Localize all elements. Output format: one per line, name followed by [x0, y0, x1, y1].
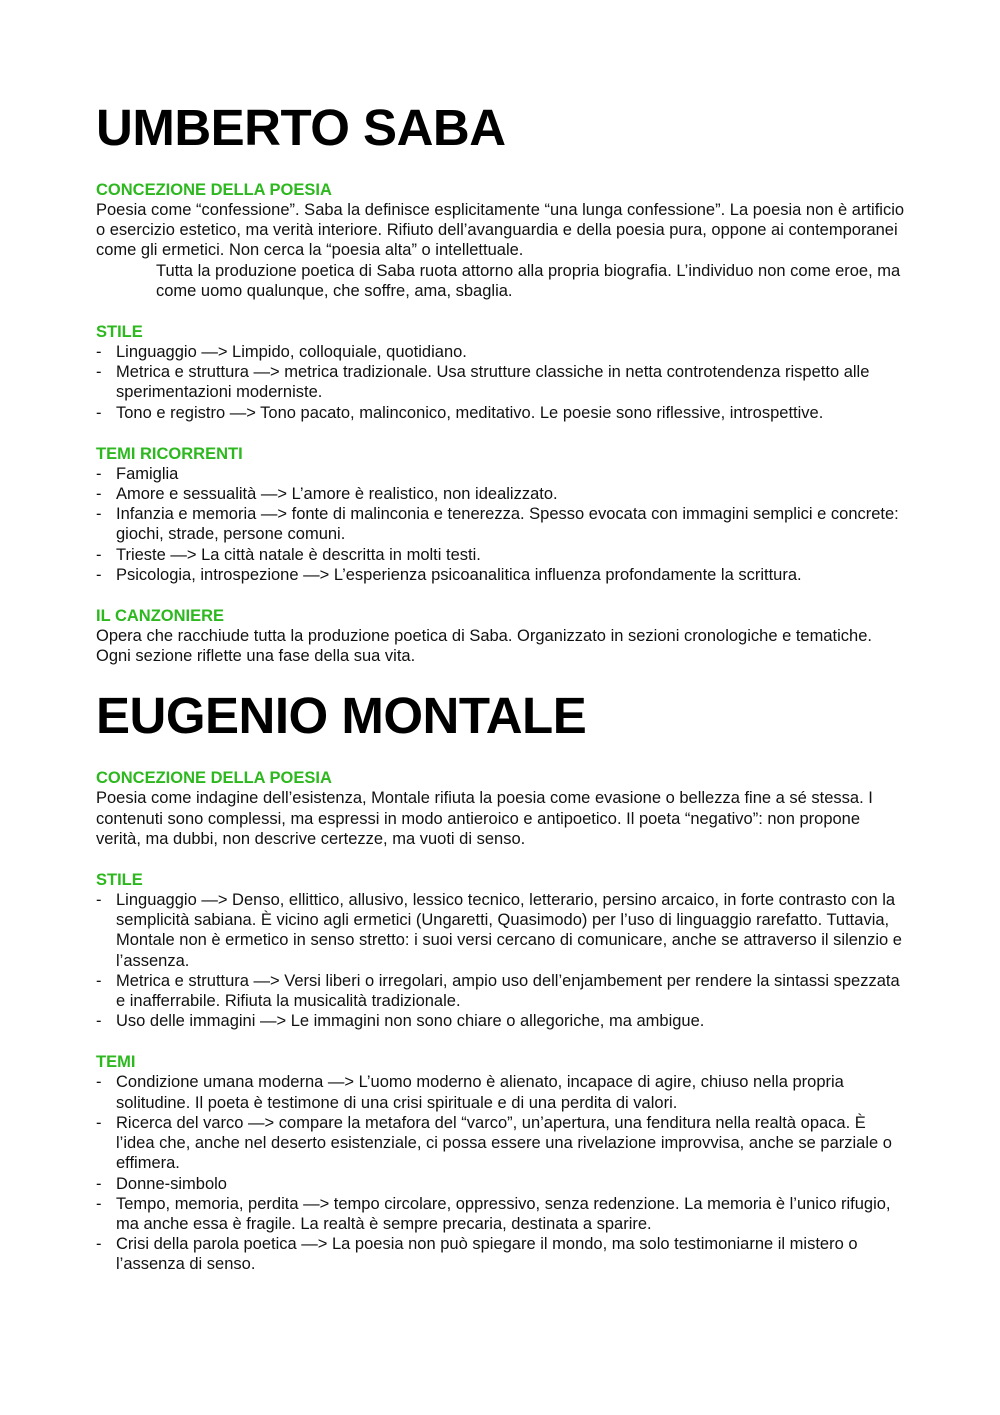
dash-bullet: -	[96, 1235, 102, 1254]
dash-bullet: -	[96, 1174, 102, 1193]
montale-concezione-text: Poesia come indagine dell’esistenza, Montale rifiuta la poesia come evasione o bellezza fine a sé stessa. I contenuti sono complessi, ma espressi in modo antieroico e antipoetico. Il poeta “negativo”: non propone verità, ma dubbi, non descrive certezze, ma vuoti di senso.	[96, 789, 873, 848]
list-item: - Ricerca del varco —> compare la metafora del “varco”, un’apertura, una fenditura nella realtà opaca. È l’idea che, anche nel deserto esistenziale, ci possa essere una rivelazione improvvisa, anche se parziale o effimera.	[96, 1113, 892, 1173]
montale-temi-heading: TEMI	[96, 1053, 136, 1072]
montale-stile-heading: STILE	[96, 871, 143, 890]
list-item: - Amore e sessualità —> L’amore è realistico, non idealizzato.	[96, 485, 558, 504]
dash-bullet: -	[96, 505, 102, 524]
dash-bullet: -	[96, 485, 102, 504]
list-item: - Famiglia	[96, 464, 179, 483]
list-item: - Donne-simbolo	[96, 1174, 227, 1193]
saba-concezione-text: Poesia come “confessione”. Saba la definisce esplicitamente “una lunga confessione”. La poesia non è artificio o esercizio estetico, ma verità interiore. Rifiuto dell’avanguardia e della poesia pura, oppone ai contemporanei come gli ermetici. Non cerca la “poesia alta” o intellettuale.	[96, 201, 905, 260]
saba-temi-list	[96, 464, 906, 585]
dash-bullet: -	[96, 891, 102, 910]
dash-bullet: -	[96, 343, 102, 362]
dash-bullet: -	[96, 1194, 102, 1213]
dash-bullet: -	[96, 971, 102, 990]
saba-concezione-heading: CONCEZIONE DELLA POESIA	[96, 181, 332, 199]
saba-stile-list	[96, 342, 906, 423]
dash-bullet: -	[96, 1012, 102, 1031]
list-item: - Linguaggio —> Limpido, colloquiale, quotidiano.	[96, 343, 467, 362]
montale-title: EUGENIO MONTALE	[96, 687, 587, 745]
list-item: - Infanzia e memoria —> fonte di malinconia e tenerezza. Spesso evocata con immagini semplici e concrete: giochi, strade, persone comuni.	[96, 505, 899, 544]
dash-bullet: -	[96, 464, 102, 483]
list-item: - Linguaggio —> Denso, ellittico, allusivo, lessico tecnico, letterario, persino arcaico, in forte contrasto con la semplicità sabiana. È vicino agli ermetici (Ungaretti, Quasimodo) per l’uso di linguaggio rarefatto. Tuttavia, Montale non è ermetico in senso stretto: i suoi versi cercano di comunicare, anche se attraverso il silenzio e l’assenza.	[96, 891, 902, 970]
list-item: - Trieste —> La città natale è descritta in molti testi.	[96, 545, 481, 564]
list-item: - Metrica e struttura —> metrica tradizionale. Usa strutture classiche in netta controtendenza rispetto alle sperimentazioni moderniste.	[96, 363, 870, 402]
list-item: - Uso delle immagini —> Le immagini non sono chiare o allegoriche, ma ambigue.	[96, 1012, 705, 1031]
montale-temi-list	[96, 1072, 906, 1274]
list-item: - Crisi della parola poetica —> La poesia non può spiegare il mondo, ma solo testimoniarne il mistero o l’assenza di senso.	[96, 1235, 858, 1274]
list-item: - Tono e registro —> Tono pacato, malinconico, meditativo. Le poesie sono riflessive, introspettive.	[96, 403, 824, 422]
saba-canzoniere-text: Opera che racchiude tutta la produzione poetica di Saba. Organizzato in sezioni cronologiche e tematiche. Ogni sezione riflette una fase della sua vita.	[96, 627, 872, 666]
saba-temi-heading: TEMI RICORRENTI	[96, 444, 243, 463]
dash-bullet: -	[96, 363, 102, 382]
dash-bullet: -	[96, 1113, 102, 1132]
list-item: - Tempo, memoria, perdita —> tempo circolare, oppressivo, senza redenzione. La memoria è l’unico rifugio, ma anche essa è fragile. La realtà è sempre precaria, destinata a sparire.	[96, 1194, 891, 1233]
list-item: - Condizione umana moderna —> L’uomo moderno è alienato, incapace di agire, chiuso nella propria solitudine. Il poeta è testimone di una crisi spirituale e di una perdita di valori.	[96, 1073, 844, 1112]
dash-bullet: -	[96, 403, 102, 422]
saba-title: UMBERTO SABA	[96, 99, 506, 156]
list-item: - Metrica e struttura —> Versi liberi o irregolari, ampio uso dell’enjambement per rendere la sintassi spezzata e inafferrabile. Rifiuta la musicalità tradizionale.	[96, 971, 900, 1011]
list-item: - Psicologia, introspezione —> L’esperienza psicoanalitica influenza profondamente la scrittura.	[96, 565, 802, 584]
document-page	[96, 0, 906, 1275]
saba-canzoniere-heading: IL CANZONIERE	[96, 607, 225, 626]
montale-concezione-heading: CONCEZIONE DELLA POESIA	[96, 769, 332, 788]
montale-stile-list	[96, 890, 906, 1031]
dash-bullet: -	[96, 565, 102, 584]
saba-concezione-indented: Tutta la produzione poetica di Saba ruota attorno alla propria biografia. L’individuo non come eroe, ma come uomo qualunque, che soffre, ama, sbaglia.	[156, 261, 901, 300]
saba-stile-heading: STILE	[96, 323, 143, 342]
dash-bullet: -	[96, 1073, 102, 1092]
dash-bullet: -	[96, 545, 102, 564]
